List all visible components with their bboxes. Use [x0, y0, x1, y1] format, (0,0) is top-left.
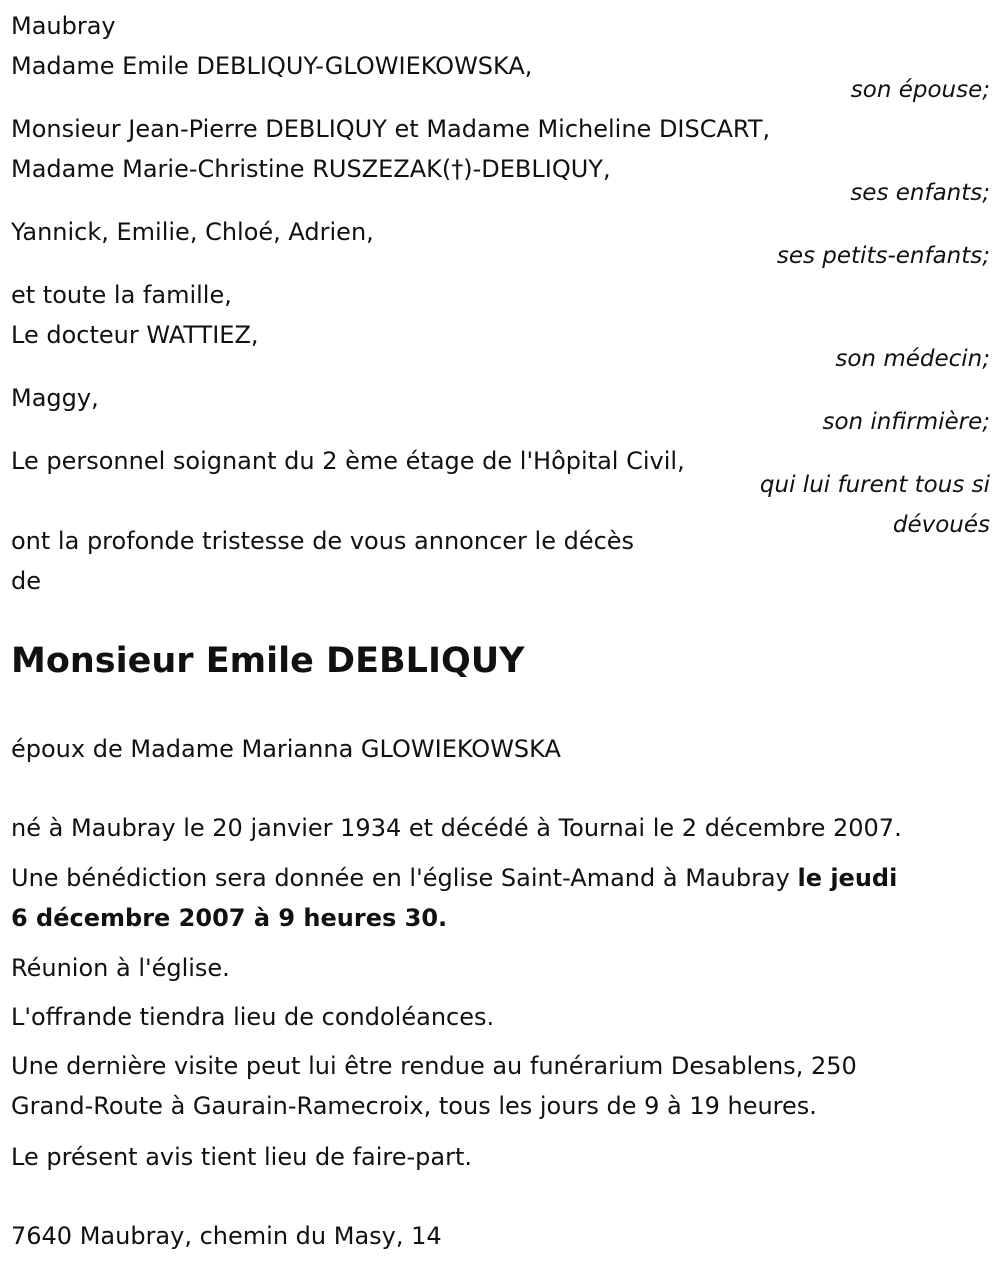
doctor-relation: son médecin;: [835, 346, 990, 372]
announcement-intro: ont la profonde tristesse de vous annoncer le décès: [11, 527, 635, 555]
blessing-date-part-1: le jeudi: [797, 864, 898, 892]
grandchildren-relation: ses petits-enfants;: [776, 243, 990, 269]
spouse-relation: son épouse;: [850, 77, 990, 103]
locality: Maubray: [11, 12, 116, 40]
hospital-staff: Le personnel soignant du 2 ème étage de l'Hôpital Civil,: [11, 447, 685, 475]
blessing-date-part-2: 6 décembre 2007 à 9 heures 30.: [11, 904, 448, 932]
blessing-text: Une bénédiction sera donnée en l'église Saint-Amand à Maubray: [11, 864, 798, 892]
child-2-name: Madame Marie-Christine RUSZEZAK(†)-DEBLIQUY,: [11, 155, 611, 183]
meeting-info: Réunion à l'église.: [11, 954, 230, 982]
visit-info-line-1: Une dernière visite peut lui être rendue au funérarium Desablens, 250: [11, 1052, 857, 1080]
address: 7640 Maubray, chemin du Masy, 14: [11, 1222, 442, 1250]
visit-info-line-2: Grand-Route à Gaurain-Ramecroix, tous les jours de 9 à 19 heures.: [11, 1092, 817, 1120]
staff-relation-line-2: dévoués: [892, 512, 990, 538]
birth-death: né à Maubray le 20 janvier 1934 et décédé à Tournai le 2 décembre 2007.: [11, 814, 902, 842]
spouse-of: époux de Madame Marianna GLOWIEKOWSKA: [11, 735, 561, 763]
announcement-intro-de: de: [11, 567, 41, 595]
grandchildren-names: Yannick, Emilie, Chloé, Adrien,: [11, 218, 374, 246]
doctor-name: Le docteur WATTIEZ,: [11, 321, 259, 349]
nurse-relation: son infirmière;: [822, 409, 990, 435]
blessing-info: [11, 858, 991, 938]
spouse-name: Madame Emile DEBLIQUY-GLOWIEKOWSKA,: [11, 52, 533, 80]
notice-info: Le présent avis tient lieu de faire-part.: [11, 1143, 473, 1171]
offering-info: L'offrande tiendra lieu de condoléances.: [11, 1003, 495, 1031]
deceased-name: Monsieur Emile DEBLIQUY: [11, 641, 525, 681]
children-relation: ses enfants;: [850, 180, 990, 206]
nurse-name: Maggy,: [11, 384, 99, 412]
staff-relation-line-1: qui lui furent tous si: [759, 472, 990, 498]
child-1-name: Monsieur Jean-Pierre DEBLIQUY et Madame Micheline DISCART,: [11, 115, 771, 143]
whole-family: et toute la famille,: [11, 281, 232, 309]
